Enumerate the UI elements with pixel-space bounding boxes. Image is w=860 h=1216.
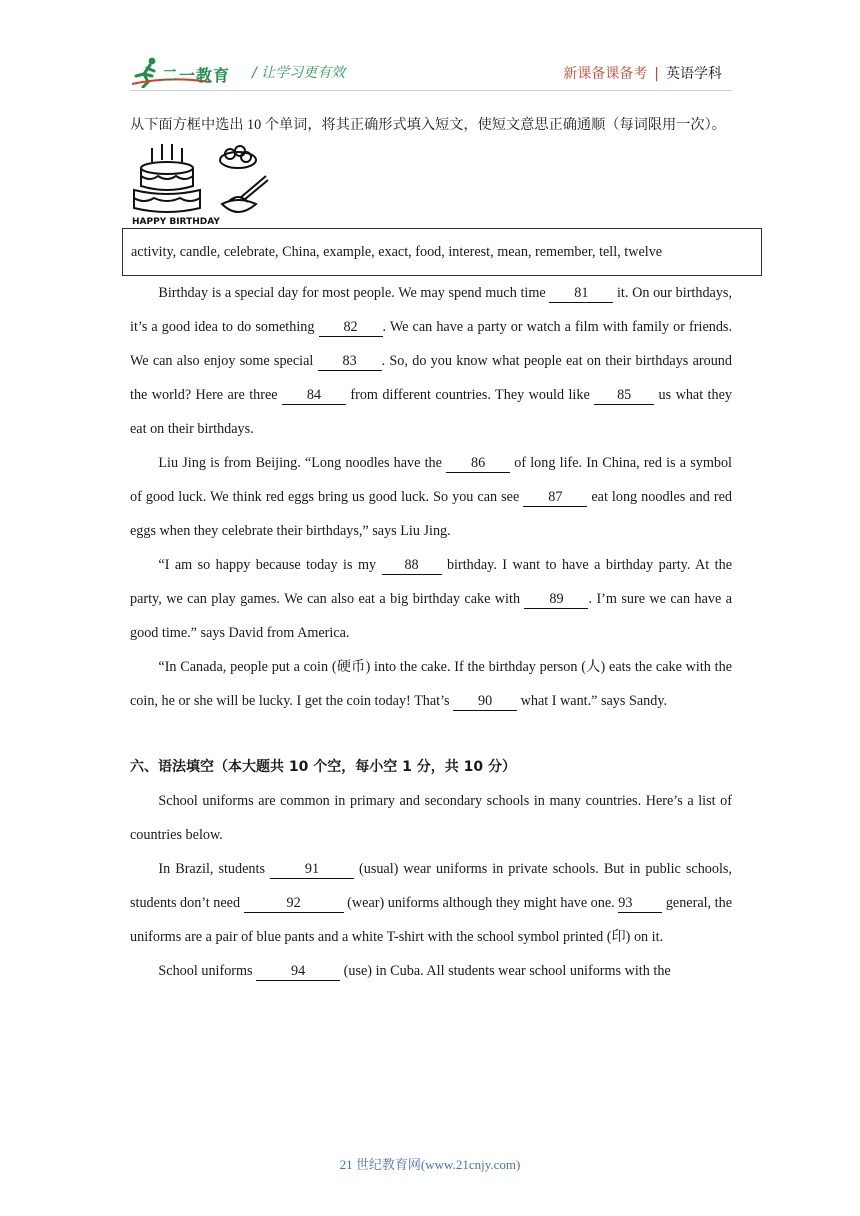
blank-83[interactable]: 83 <box>318 352 382 371</box>
passage-text: of long life. In China, red is a symbol of good luck. We think red eggs bring us good luck. So you can see <box>130 455 732 505</box>
logo-text: 二一教育 <box>162 66 231 85</box>
blank-87[interactable]: 87 <box>523 488 587 507</box>
blank-90[interactable]: 90 <box>453 692 517 711</box>
section6-paragraph <box>130 852 732 954</box>
section6-paragraph: School uniforms are common in primary and secondary schools in many countries. Here’s a list of countries below. <box>130 793 732 843</box>
blank-88[interactable]: 88 <box>382 556 442 575</box>
passage-text: Liu Jing is from Beijing. “Long noodles have the <box>158 455 447 471</box>
passage-text: “In Canada, people put a coin (硬币) into the cake. If the birthday person (人) eats the cake with the coin, he or she will be lucky. I get the coin today! That’s <box>130 659 732 709</box>
passage-text: . So, do you know what people eat on their birthdays around the world? Here are three <box>130 353 732 403</box>
illustration-area <box>130 142 732 228</box>
header-subject-label: 英语学科 <box>666 66 722 82</box>
birthday-cake-image <box>130 142 280 228</box>
blank-93[interactable]: 93 <box>618 894 662 913</box>
page-header <box>130 56 732 90</box>
blank-91[interactable]: 91 <box>270 860 354 879</box>
passage-text: (use) in Cuba. All students wear school uniforms with the <box>340 963 671 979</box>
blank-84[interactable]: 84 <box>282 386 346 405</box>
passage-text: . I’m sure we can have a good time.” says David from America. <box>130 591 732 641</box>
passage-text: it. On our birthdays, it’s a good idea to do something <box>130 285 733 335</box>
passage-text: . We can have a party or watch a film with family or friends. We can also enjoy some special <box>130 319 732 369</box>
header-subject <box>563 63 722 83</box>
blank-86[interactable]: 86 <box>446 454 510 473</box>
blank-81[interactable]: 81 <box>549 284 613 303</box>
header-slogan: / 让学习更有效 <box>252 65 346 81</box>
passage-text: us what they eat on their birthdays. <box>130 387 732 437</box>
passage-paragraph <box>130 548 732 650</box>
instruction-text: 从下面方框中选出 10 个单词，将其正确形式填入短文，使短文意思正确通顺（每词限用一次）。 <box>130 117 726 133</box>
blank-94[interactable]: 94 <box>256 962 340 981</box>
header-divider <box>130 90 732 91</box>
blank-82[interactable]: 82 <box>319 318 383 337</box>
passage-text: birthday. I want to have a birthday party. At the party, we can play games. We can also eat a big birthday cake with <box>130 557 732 607</box>
blank-85[interactable]: 85 <box>594 386 654 405</box>
passage-paragraph <box>130 276 732 446</box>
passage-paragraph <box>130 650 732 718</box>
passage-text: In Brazil, students <box>158 861 270 877</box>
passage-text: what I want.” says Sandy. <box>517 693 668 709</box>
blank-89[interactable]: 89 <box>524 590 588 609</box>
passage-paragraph <box>130 446 732 548</box>
header-separator: | <box>654 66 659 82</box>
passage-text: general, the uniforms are a pair of blue pants and a white T-shirt with the school symbol printed (印) on it. <box>130 895 732 945</box>
blank-92[interactable]: 92 <box>244 894 344 913</box>
passage-text: “I am so happy because today is my <box>158 557 382 573</box>
header-course-label: 新课备课备考 <box>563 66 648 82</box>
passage-text: (usual) wear uniforms in private schools. But in public schools, students don’t need <box>130 861 732 911</box>
passage-text: School uniforms <box>158 963 257 979</box>
word-bank-box: activity, candle, celebrate, China, example, exact, food, interest, mean, remember, tell, twelve <box>122 228 762 276</box>
passage-text: (wear) uniforms although they might have one. <box>343 895 619 911</box>
passage-text: eat long noodles and red eggs when they celebrate their birthdays,” says Liu Jing. <box>130 489 732 539</box>
section6-paragraph <box>130 954 732 988</box>
page-footer: 21 世纪教育网(www.21cnjy.com) <box>339 1157 521 1172</box>
section-title: 六、语法填空（本大题共 10 个空，每小空 1 分，共 10 分） <box>130 759 516 775</box>
cake-caption: HAPPY BIRTHDAY <box>132 217 220 227</box>
passage-text: from different countries. They would like <box>345 387 595 403</box>
document-body <box>130 108 732 988</box>
passage-text: Birthday is a special day for most people. We may spend much time <box>158 285 550 301</box>
